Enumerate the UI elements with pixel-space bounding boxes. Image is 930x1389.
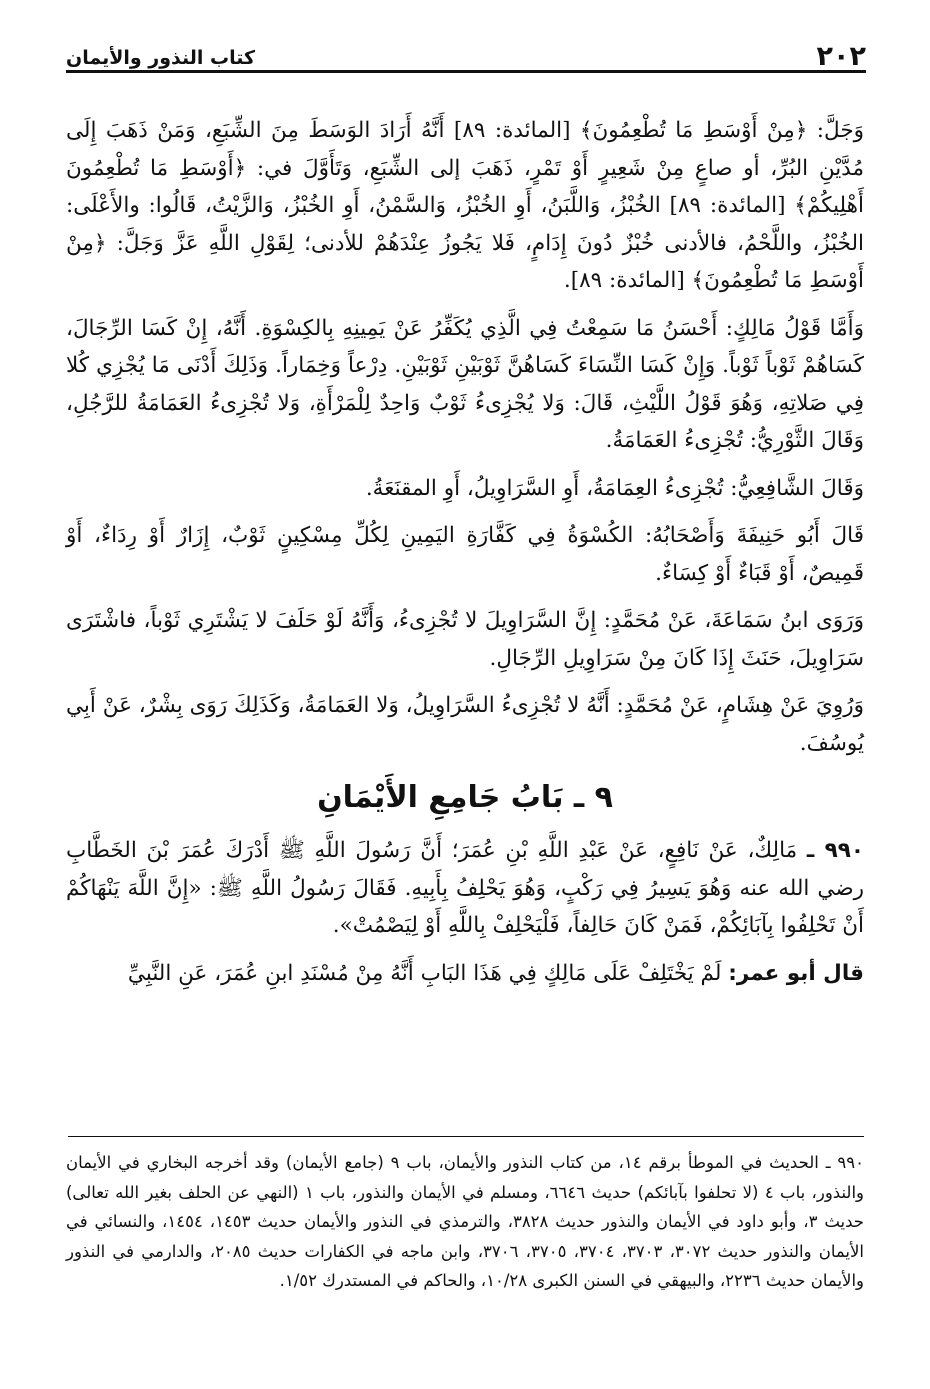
running-header (66, 38, 866, 72)
main-text (66, 112, 864, 992)
paragraph: قَالَ أَبُو حَنِيفَةَ وَأَصْحَابُهُ: الكُسْوَةُ فِي كَفَّارَةِ اليَمِينِ لِكُلِّ مِسْكِينٍ ثَوْبٌ، إِزَارٌ أَوْ رِدَاءٌ، أَوْ قَمِيصٌ، أَوْ قَبَاءٌ أَوْ كِسَاءٌ. (66, 523, 864, 586)
paragraph: وَقَالَ الشَّافِعِيُّ: تُجْزِىءُ العِمَامَةُ، أَوِ السَّرَاوِيلُ، أَوِ المقنَعَةُ. (365, 475, 864, 501)
paragraph: وَرَوَى ابنُ سَمَاعَةَ، عَنْ مُحَمَّدٍ: إِنَّ السَّرَاوِيلَ لا تُجْزِىءُ، وَأَنَّهُ لَوْ حَلَفَ لا يَشْتَرِي ثَوْباً، فاشْتَرَى سَرَاوِيلَ، حَنَثَ إِذَا كَانَ مِنْ سَرَاوِيلِ الرِّجَالِ. (66, 608, 864, 671)
commentary-lead: قال أبو عمر: (728, 960, 864, 986)
book-title: كتاب النذور والأيمان (66, 47, 256, 69)
footnote: ٩٩٠ ـ الحديث في الموطأ برقم ١٤، من كتاب النذور والأيمان، باب ٩ (جامع الأيمان) وقد أخرجه البخاري في الأيمان والنذور، باب ٤ (لا تحلفوا بآبائكم) حديث ٦٦٤٦، ومسلم في الأيمان والنذور، باب ١ (النهي عن الحلف بغير الله تعالى) حديث ٣، وأبو داود في الأيمان والنذور حديث ٣٨٢٨، والترمذي في النذور والأيمان حديث ١٤٥٣، ١٤٥٤، والنسائي في الأيمان والنذور حديث ٣٠٧٢، ٣٧٠٣، ٣٧٠٤، ٣٧٠٥، ٣٧٠٦، وابن ماجه في الكفارات حديث ٢٠٨٥، والدارمي في النذور والأيمان حديث ٢٢٣٦، والبيهقي في السنن الكبرى ١٠/٢٨، والحاكم في المستدرك ١/٥٢. (66, 1153, 865, 1290)
paragraph: وَجَلَّ: ﴿مِنْ أَوْسَطِ مَا تُطْعِمُونَ﴾ [المائدة: ٨٩] أَنَّهُ أَرَادَ الوَسَطَ مِنَ الشِّبَعِ، وَمَنْ ذَهَبَ إِلَى مُدَّيْنِ البُرِّ، أو صاعٍ مِنْ شَعِيرٍ أَوْ تَمْرٍ، ذَهَبَ إلى الشِّبَعِ، وَتَأَوَّلَ في: ﴿أَوْسَطِ مَا تُطْعِمُونَ أَهْلِيكُمْ﴾ [المائدة: ٨٩] الخُبْزُ، وَاللَّبَنُ، أَوِ الخُبْزُ، وَالسَّمْنُ، أَوِ الخُبْزُ، وَالزَّيْتُ، قَالُوا: والأَعْلَى: الخُبْزُ، واللَّحْمُ، فالأدنى خُبْزٌ دُونَ إِدَامٍ، فَلا يَجُوزُ عِنْدَهُمْ للأدنى؛ لِقَوْلِ اللَّهِ عَزَّ وَجَلَّ: ﴿مِنْ أَوْسَطِ مَا تُطْعِمُونَ﴾ [المائدة: ٨٩]. (66, 118, 864, 293)
header-rule (66, 70, 866, 73)
paragraph: وَأَمَّا قَوْلُ مَالِكٍ: أَحْسَنُ مَا سَمِعْتُ فِي الَّذِي يُكَفِّرُ عَنْ يَمِينِهِ بِالكِسْوَةِ. أَنَّهُ، إِنْ كَسَا الرِّجَالَ، كَسَاهُمْ ثَوْباً ثَوْباً. وَإِنْ كَسَا النِّسَاءَ كَسَاهُنَّ ثَوْبَيْنِ ثَوْبَيْنِ. دِرْعاً وَخِمَاراً. وَذَلِكَ أَدْنَى مَا يُجْزِي كُلا فِي صَلاتِهِ، وَهُوَ قَوْلُ اللَّيْثِ، قَالَ: وَلا يُجْزِىءُ ثَوْبٌ وَاحِدٌ لِلْمَرْأَةِ، وَلا تُجْزِىءُ العَمَامَةُ للرَّجُلِ، وَقَالَ الثَّوْرِيُّ: تُجْزِىءُ العَمَامَةُ. (66, 315, 864, 453)
hadith-text: مَالِكٌ، عَنْ نَافِعٍ، عَنْ عَبْدِ اللَّهِ بْنِ عُمَرَ؛ أَنَّ رَسُولَ اللَّهِ ﷺ أَدْرَكَ عُمَرَ بْنَ الخَطَّابِ رضي الله عنه وَهُوَ يَسِيرُ فِي رَكْبٍ، وَهُوَ يَحْلِفُ بِأَبِيهِ. فَقَالَ رَسُولُ اللَّهِ ﷺ: «إِنَّ اللَّهَ يَنْهَاكُمْ أَنْ تَحْلِفُوا بِآبَائِكُمْ، فَمَنْ كَانَ حَالِفاً، فَلْيَحْلِفْ بِاللَّهِ أَوْ لِيَصْمُتْ». (66, 838, 864, 938)
commentary-paragraph (66, 955, 864, 993)
paragraph: وَرُوِيَ عَنْ هِشَامٍ، عَنْ مُحَمَّدٍ: أَنَّهُ لا تُجْزِىءُ السَّرَاوِيلُ، وَلا العَمَامَةُ، وَكَذَلِكَ رَوَى بِشْرٌ، عَنْ أَبِي يُوسُفَ. (66, 693, 864, 756)
commentary-text: لَمْ يَخْتَلِفْ عَلَى مَالِكٍ فِي هَذَا البَابِ أَنَّهُ مِنْ مُسْنَدِ ابنِ عُمَرَ، عَنِ النَّبِيِّ (127, 960, 722, 986)
page-number: ٢٠٢ (816, 41, 866, 72)
hadith-paragraph (66, 832, 864, 945)
chapter-heading: ٩ ـ بَابُ جَامِعِ الأَيْمَانِ (317, 780, 613, 815)
footnote-rule (68, 1136, 864, 1137)
hadith-number: ٩٩٠ ـ (806, 838, 864, 863)
